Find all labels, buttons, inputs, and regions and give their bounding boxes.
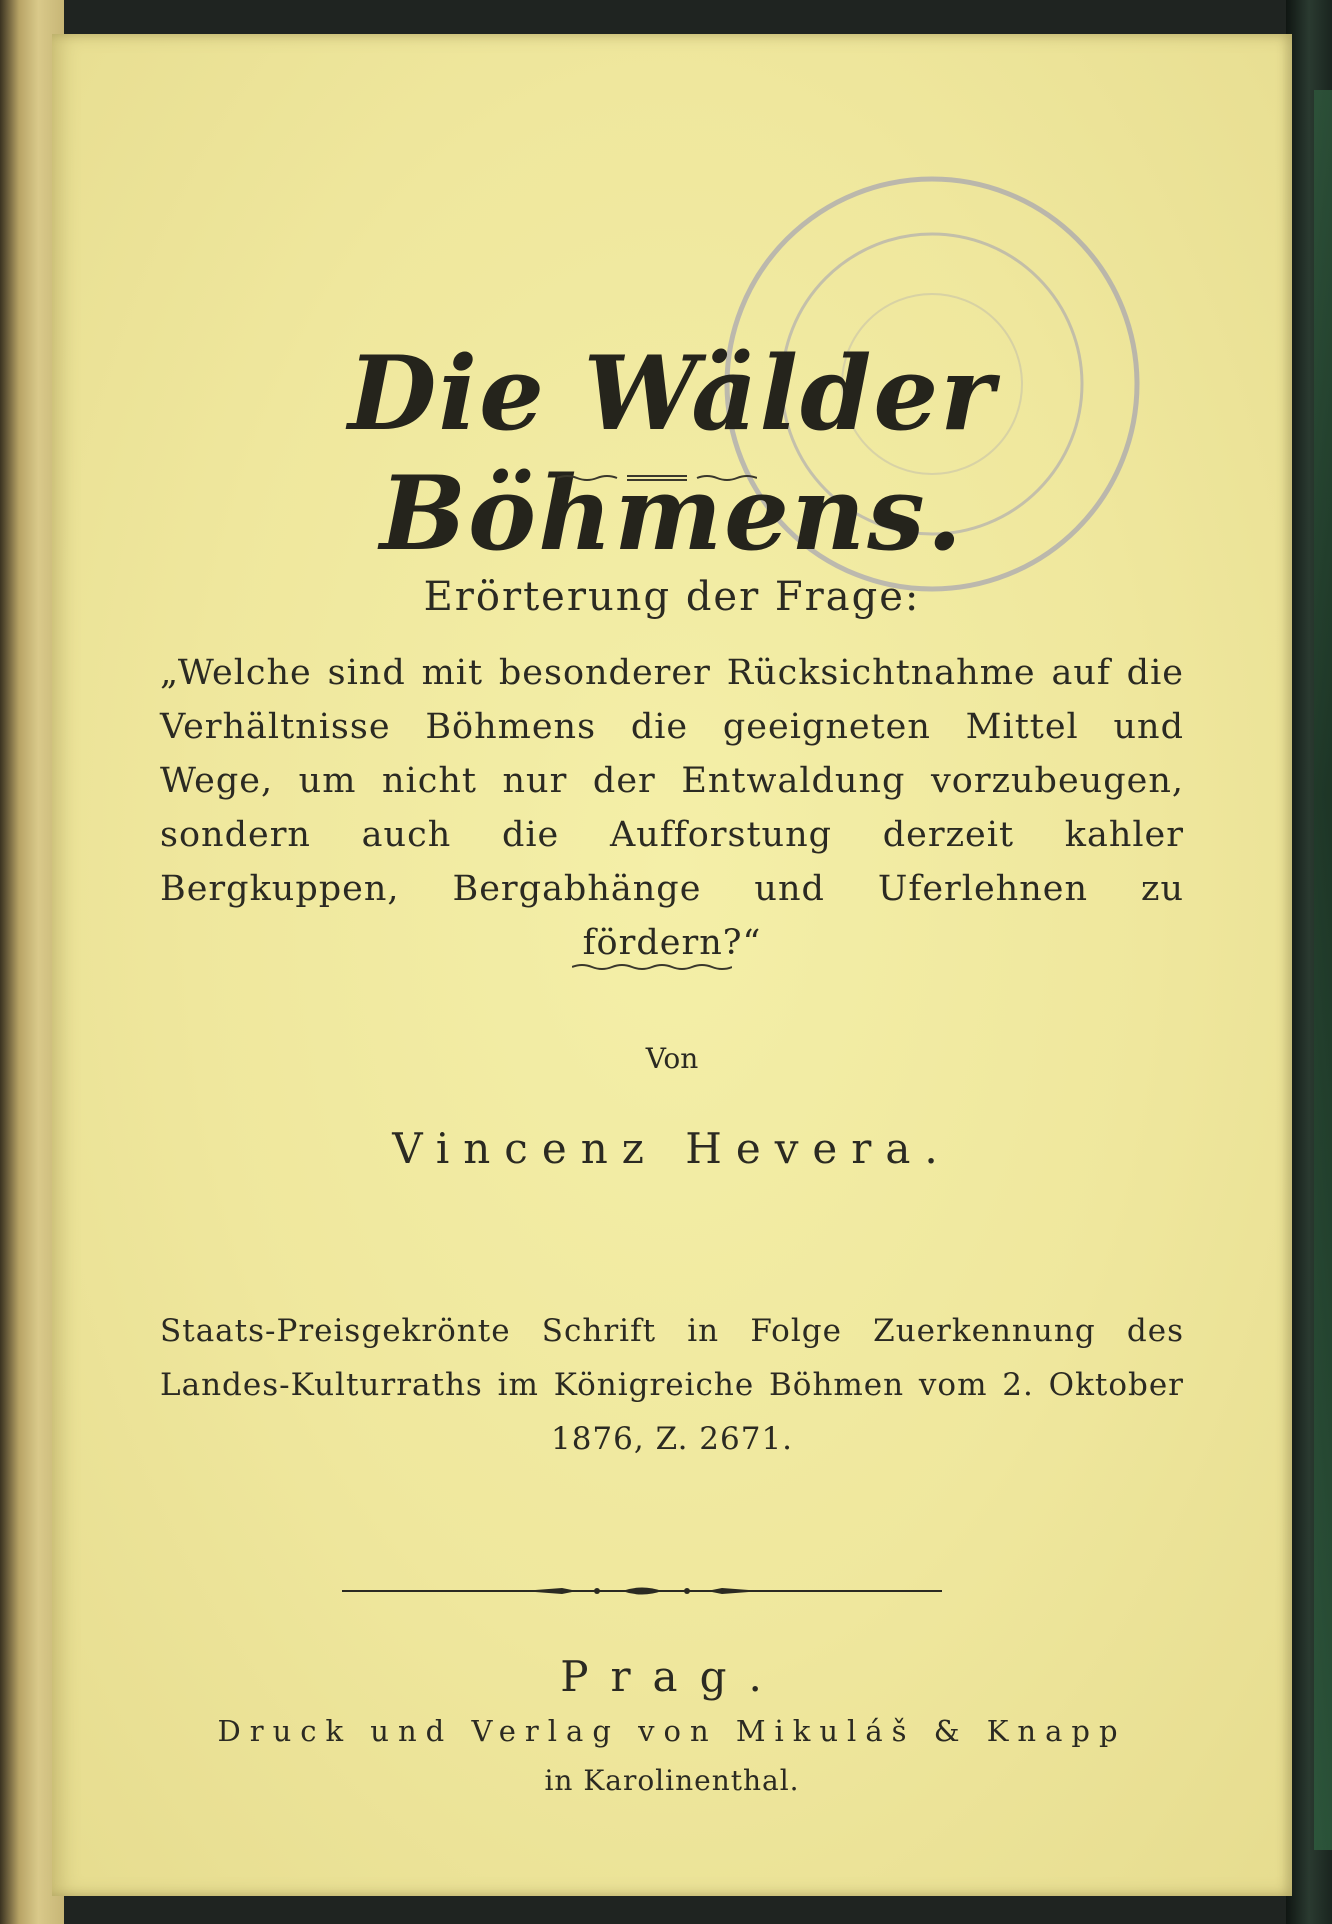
publication-place: in Karolinenthal. [544,1764,800,1797]
decorative-rule [342,1584,942,1598]
title-ornament [557,472,757,484]
book-title: Die Wälder Böhmens. [347,334,997,574]
prize-question: „Welche sind mit besonderer Rücksichtnahme auf die Verhältnisse Böhmens die geeigneten Mittel und Wege, um nicht nur der Entwaldung vorzubeugen, sondern auch die Aufforstung derzeit kahler Bergkuppen, Bergabhänge und Uferlehnen zu fördern?“ [160,653,1184,963]
binding-cloth-edge [1314,90,1332,1850]
publication-city: Prag. [560,1652,784,1701]
publisher-line: Druck und Verlag von Mikuláš & Knapp [217,1714,1127,1748]
author-name: Vincenz Hevera. [392,1124,952,1173]
prize-note: Staats-Preisgekrönte Schrift in Folge Zuerkennung des Landes-Kulturraths im Königreiche Böhmen vom 2. Oktober 1876, Z. 2671. [160,1313,1184,1457]
title-page [52,34,1292,1896]
section-ornament [572,962,732,972]
subtitle: Erörterung der Frage: [423,574,921,620]
by-label: Von [645,1042,699,1075]
